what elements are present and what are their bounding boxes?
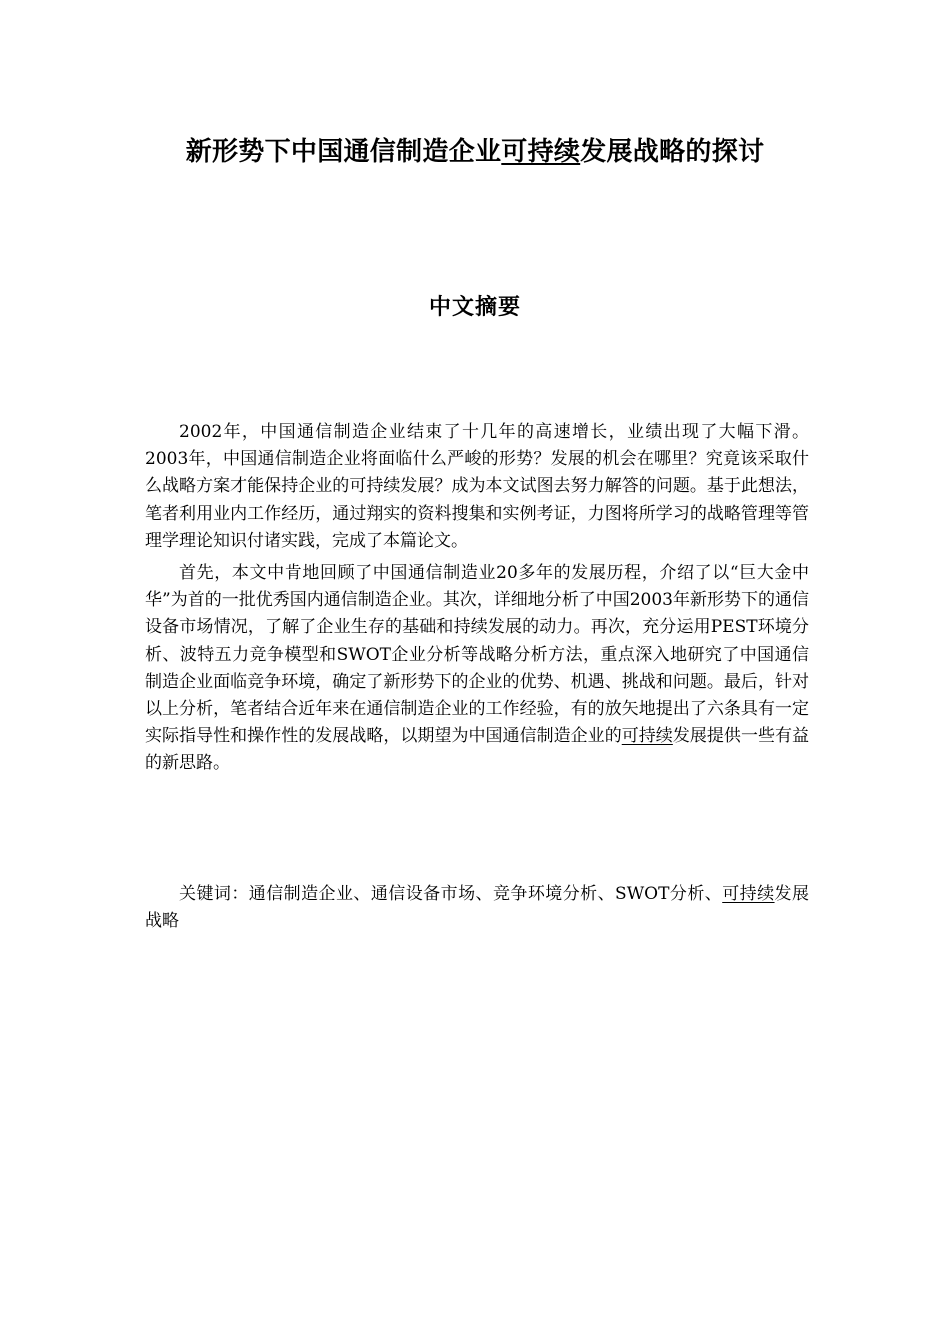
abstract-paragraph-2 bbox=[145, 560, 809, 778]
document-title bbox=[0, 133, 950, 171]
keywords-text-part: 关键词：通信制造企业、通信设备市场、竞争环境分析、SWOT分析、 bbox=[179, 884, 723, 904]
title-text-part: 新形势下中国通信制造企业 bbox=[185, 137, 502, 167]
title-text-part: 发展战略的探讨 bbox=[580, 137, 765, 167]
title-underlined-term: 可持续 bbox=[501, 137, 581, 167]
keywords-line bbox=[145, 881, 809, 935]
abstract-body bbox=[145, 419, 809, 778]
abstract-paragraph-1: 2002年，中国通信制造企业结束了十几年的高速增长，业绩出现了大幅下滑。2003年，中国通信制造企业将面临什么严峻的形势？发展的机会在哪里？究竟该采取什么战略方案才能保持企业的可持续发展？成为本文试图去努力解答的问题。基于此想法，笔者利用业内工作经历，通过翔实的资料搜集和实例考证，力图将所学习的战略管理等管理学理论知识付诸实践，完成了本篇论文。 bbox=[145, 422, 809, 551]
abstract-heading: 中文摘要 bbox=[428, 295, 521, 320]
paragraph-text-part: 首先，本文中肯地回顾了中国通信制造业20多年的发展历程，介绍了以“巨大金中华”为首的一批优秀国内通信制造企业。其次，详细地分析了中国2003年新形势下的通信设备市场情况，了解了企业生存的基础和持续发展的动力。再次，充分运用PEST环境分析、波特五力竞争模型和SWOT企业分析等战略分析方法，重点深入地研究了中国通信制造企业面临竞争环境，确定了新形势下的企业的优势、机遇、挑战和问题。最后，针对以上分析，笔者结合近年来在通信制造企业的工作经验，有的放矢地提出了六条具有一定实际指导性和操作性的发展战略，以期望为中国通信制造企业的 bbox=[145, 563, 809, 747]
paragraph-underlined-term: 可持续 bbox=[621, 726, 673, 747]
keywords-underlined-term: 可持续 bbox=[722, 884, 775, 904]
keywords-section bbox=[145, 881, 809, 935]
paragraph-text-part: 发展提供一些有益的新思路。 bbox=[145, 726, 810, 774]
keywords-text-part: 发展战略 bbox=[145, 884, 809, 932]
